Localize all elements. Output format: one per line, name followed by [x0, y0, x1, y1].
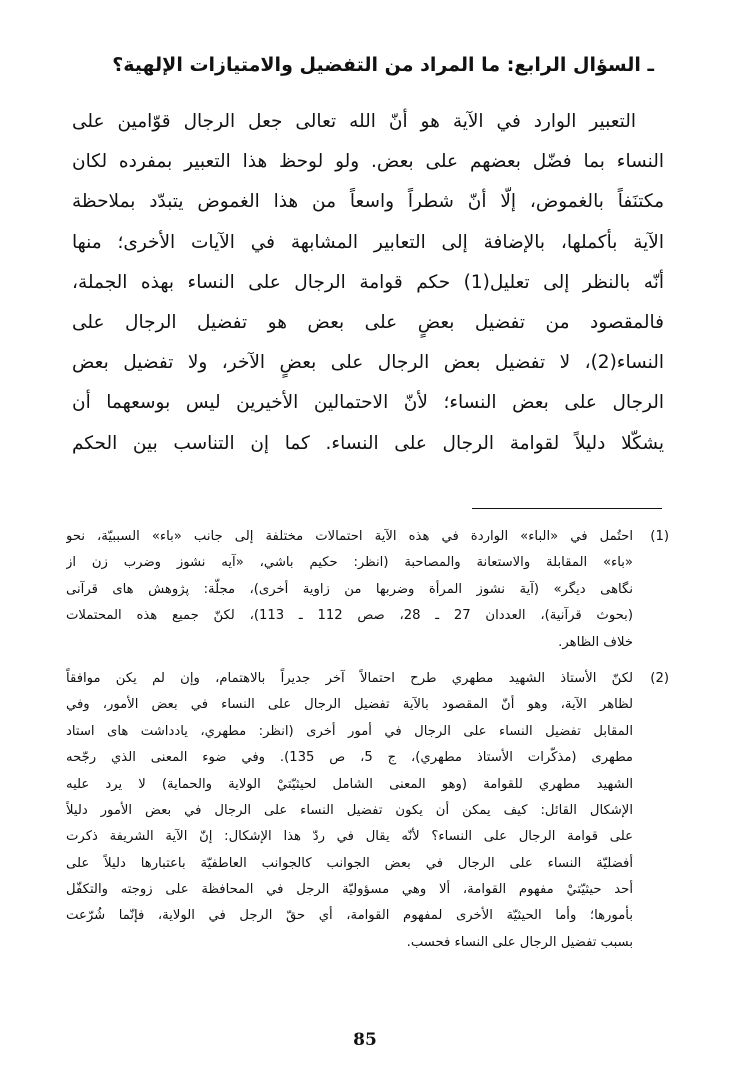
- page-number: 85: [353, 1030, 377, 1050]
- main-text-line: يشكّلا دليلاً لقوامة الرجال على النساء. كما إن التناسب بين الحكم: [72, 432, 664, 454]
- section-heading: ـ السؤال الرابع: ما المراد من التفضيل والامتيازات الإلهية؟: [112, 54, 654, 76]
- footnote-1: [66, 524, 669, 656]
- main-text-line: النساء(2)، لا تفضيل بعض الرجال على بعضٍ الآخر، ولا تفضيل بعض: [72, 352, 664, 374]
- footnote-line: أحد حيثيّتيْ مفهوم القوامة، ألا وهي مسؤوليّة الرجل في المحافظة على زوجته والتكفّل: [66, 882, 633, 898]
- main-text-line: فالمقصود من تفضيل بعضٍ على بعض هو تفضيل الرجال على: [72, 311, 664, 333]
- main-text-line: أنّه بالنظر إلى تعليل(1) حكم قوامة الرجال على النساء بهذه الجملة،: [72, 271, 664, 293]
- footnote-line: أفضليّة النساء على الرجال في بعض الجوانب كالجوانب العاطفيّة باعتبارها دليلاً على: [66, 855, 633, 871]
- main-text-line: الرجال على بعض النساء؛ لأنّ الاحتمالين الأخيرين ليس بوسعهما أن: [72, 392, 664, 414]
- footnote-2: [66, 666, 669, 956]
- footnote-number: (1): [650, 529, 669, 544]
- footnote-line: لكنّ الأستاذ الشهيد مطهري طرح احتمالاً آخر جديراً بالاهتمام، وإن لم يكن موافقاً: [66, 670, 633, 686]
- footnote-line: المقابل تفضيل النساء على الرجال في أمور أخرى (انظر: مطهري، يادداشت هاى استاد: [66, 723, 633, 739]
- footnote-line: (بحوث قرآنية)، العددان 27 ـ 28، صص 112 ـ 113)، لكنّ جميع هذه المحتملات: [66, 608, 633, 624]
- footnote-line: على قوامة الرجال على النساء؟ لأنّه يقال في ردّ هذا الإشكال: إنّ الآية الشريفة ذكرت: [66, 829, 633, 845]
- footnote-line: بأمورها؛ وأما الحيثيّة الأخرى لمفهوم القوامة، أي حقّ الرجل في الولاية، فإنّما شُرّعت: [66, 908, 633, 924]
- footnote-number: (2): [650, 670, 669, 686]
- main-text-line: النساء بما فضّل بعضهم على بعض. ولو لوحظ هذا التعبير بمفرده لكان: [72, 151, 664, 173]
- footnote-line: الشهيد مطهري للقوامة (وهو المعنى الشامل لحيثيّتيْ الولاية والحماية) لا يرد عليه: [66, 776, 633, 792]
- footnote-divider: [472, 508, 662, 509]
- footnote-line: بسبب تفضيل الرجال على النساء فحسب.: [406, 934, 633, 950]
- main-text-line: التعبير الوارد في الآية هو أنّ الله تعالى جعل الرجال قوّامين على: [72, 111, 636, 132]
- main-text-line: مكتنَفاً بالغموض، إلّا أنّ شطراً واسعاً من هذا الغموض يتبدّد بملاحظة: [72, 191, 664, 213]
- footnotes: [66, 524, 669, 966]
- main-text-line: الآية بأكملها، بالإضافة إلى التعابير المشابهة في الآيات الأخرى؛ منها: [72, 231, 664, 253]
- footnote-line: لظاهر الآية، وهو أنّ المقصود بالآية تفضيل الرجال على النساء في بعض الأمور، وفي: [66, 697, 633, 713]
- footnote-line: مطهرى (مذكّرات الأستاذ مطهري)، ج 5، ص 135). وفي ضوء المعنى الذي رجّحه: [66, 750, 633, 766]
- footnote-line: نگاهى ديگر» (آية نشوز المرأة وضربها من زاوية أخرى)، مجلّة: پژوهش هاى قرآنى: [66, 581, 633, 597]
- footnote-line: خلاف الظاهر.: [558, 634, 633, 650]
- footnote-line: الإشكال القائل: كيف يمكن أن يكون تفضيل النساء على الرجال في بعض الأمور دليلاً: [66, 802, 633, 818]
- footnote-line: احتُمل في «الباء» الواردة في هذه الآية احتمالات مختلفة إلى جانب «باء» السببيّة، نحو: [66, 529, 633, 544]
- main-text: [72, 102, 664, 464]
- footnote-line: «باء» المقابلة والاستعانة والمصاحبة (انظر: حكيم باشي، «آيه نشوز وضرب زن از: [66, 555, 633, 571]
